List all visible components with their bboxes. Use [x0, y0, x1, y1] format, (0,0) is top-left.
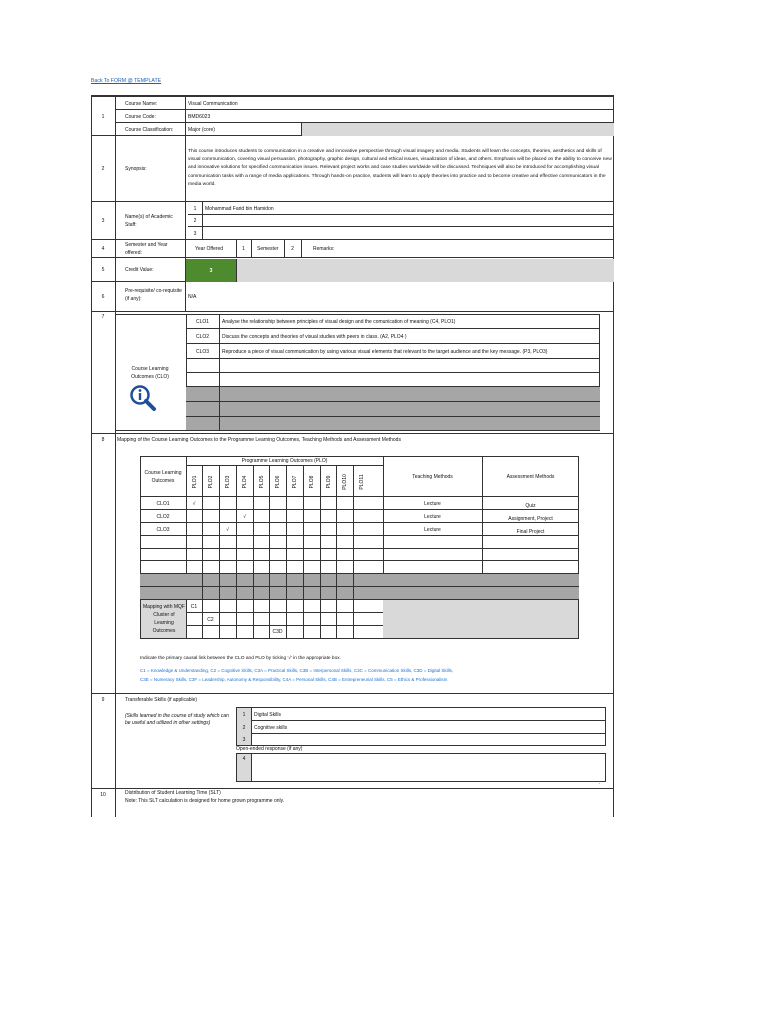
legend-line-1: C1 = Knowledge & Understanding, C2 = Cognitive Skills, C3A = Practical Skills, C3B = Interpersonal Skills, C3C = Communication Skills, C3D = Digital Skills,	[140, 668, 454, 673]
grid-divider	[269, 561, 270, 574]
grid-divider	[320, 626, 321, 639]
grid-divider	[286, 510, 287, 523]
grid-divider	[303, 523, 304, 536]
row-number: 8	[101, 437, 105, 443]
row-number: 5	[101, 267, 105, 273]
assessment-method: Quiz	[525, 502, 536, 509]
plo-label: PLO8	[309, 475, 315, 488]
grid-divider	[286, 523, 287, 536]
grid-divider	[303, 587, 304, 600]
plo-label: PLO1	[191, 475, 198, 488]
clo-row	[186, 359, 600, 373]
teaching-method: Lecture	[424, 526, 441, 533]
grid-divider	[236, 561, 237, 574]
grid-divider	[236, 626, 237, 639]
clo-text: Discuss the concepts and theories of visual studies with peers in class. (A2, PLO4 )	[222, 333, 407, 340]
clo-text: Analyse the relationship between principles of visual design and the comunication of meaning (C4, PLO1)	[222, 318, 456, 325]
grid-divider	[336, 561, 337, 574]
grid-divider	[253, 574, 254, 587]
grid-divider	[219, 626, 220, 639]
trailing-dot: .	[599, 780, 601, 786]
row-number: 1	[101, 113, 105, 120]
grid-divider	[253, 600, 254, 613]
grid-divider	[286, 626, 287, 639]
open-divider	[251, 754, 252, 781]
grid-divider	[336, 574, 337, 587]
grid-divider	[286, 549, 287, 561]
grid-divider	[353, 510, 354, 523]
grid-divider	[236, 574, 237, 587]
grid-divider	[353, 613, 354, 626]
year-value: 1	[242, 246, 245, 252]
grid-divider	[353, 536, 354, 549]
clo-header: Course Learning Outcomes	[144, 469, 182, 484]
skill-name: Digital Skills	[254, 711, 281, 718]
year-offered-label: Year Offered	[195, 246, 224, 252]
grid-divider	[320, 613, 321, 626]
mqf-filler	[383, 600, 578, 638]
assessment-header: Assessment Methods	[506, 473, 555, 480]
course-name-label: Course Name:	[125, 100, 158, 107]
skills-table	[236, 707, 606, 746]
row-number: 2	[101, 166, 105, 172]
grid-divider	[336, 497, 337, 510]
semester-label: Semester and Year offered:	[125, 242, 168, 256]
mapping-row-shaded	[140, 587, 579, 600]
mapping-table	[140, 456, 579, 639]
grid-divider	[286, 536, 287, 549]
credit-filler	[236, 259, 614, 282]
grid-divider	[253, 510, 254, 523]
row-number: 7	[101, 314, 105, 320]
remarks-label: Remarks:	[313, 246, 335, 252]
skill-name: Cognitive skills	[254, 724, 288, 731]
staff-name: Mohammad Farid bin Hamidon	[205, 205, 274, 212]
staff-number: 2	[193, 218, 197, 224]
grid-divider	[336, 549, 337, 561]
staff-table	[188, 202, 614, 240]
credit-value: 3	[186, 259, 236, 282]
grid-divider	[320, 497, 321, 510]
grid-divider	[353, 626, 354, 639]
transferable-label: Transferable Skills (if applicable)	[125, 697, 198, 703]
plo-tick: √	[226, 526, 229, 533]
plo-label: PLO2	[208, 475, 214, 488]
plo-label: PLO5	[258, 475, 265, 488]
slt-label: Distribution of Student Learning Time (SLT)	[125, 790, 221, 796]
grid-divider	[320, 561, 321, 574]
clo-code: CLO2	[195, 333, 210, 340]
mqf-c1: C1	[190, 603, 198, 610]
grid-divider	[219, 574, 220, 587]
grid-divider	[269, 523, 270, 536]
grid-divider	[253, 497, 254, 510]
grid-divider	[269, 510, 270, 523]
grid-divider	[219, 561, 220, 574]
grid-divider	[269, 600, 270, 613]
grid-divider	[353, 574, 354, 587]
grid-divider	[336, 510, 337, 523]
grid-divider	[202, 549, 203, 561]
grid-divider	[353, 587, 354, 600]
grid-divider	[303, 600, 304, 613]
grid-divider	[286, 600, 287, 613]
grid-divider	[336, 587, 337, 600]
skill-number: 1	[242, 711, 246, 718]
grid-divider	[336, 626, 337, 639]
mapping-title: Mapping of the Course Learning Outcomes to the Programme Learning Outcomes, Teaching Methods and Assessment Methods	[117, 437, 401, 443]
grid-divider	[219, 613, 220, 626]
grid-divider	[336, 536, 337, 549]
slt-note: Note: This SLT calculation is designed for home grown programme only.	[125, 798, 285, 804]
skill-row	[237, 708, 605, 721]
plo-label: PLO3	[225, 475, 231, 488]
grid-divider	[336, 523, 337, 536]
prerequisite-value: N/A	[188, 294, 197, 300]
mapping-clo: CLO2	[156, 513, 170, 520]
grid-divider	[236, 600, 237, 613]
plo-label: PLO11	[359, 473, 365, 490]
skill-number: 3	[242, 736, 246, 743]
grid-divider	[303, 536, 304, 549]
semester-text-label: Semester	[257, 246, 279, 252]
synopsis-label: Synopsis:	[125, 166, 147, 172]
course-code-value: BMD6023	[188, 113, 211, 120]
grid-divider	[219, 600, 220, 613]
grid-divider	[353, 600, 354, 613]
mqf-c3d: C3D	[272, 629, 283, 635]
clo-code: CLO3	[195, 348, 210, 355]
grid-divider	[320, 574, 321, 587]
label-divider	[185, 282, 186, 312]
staff-number: 3	[193, 230, 197, 237]
grid-divider	[320, 536, 321, 549]
grid-divider	[320, 587, 321, 600]
classification-filler	[301, 123, 614, 136]
legend-line-2: C3E = Numeracy Skills, C3F = Leadership, Autonomy & Responsibility, C4A = Personal Skills, C4B = Entrepreneurial Skills, C5 = Ethics & Professionalism	[140, 677, 448, 682]
mqf-label: Mapping with MQF Cluster of Learning Outcomes	[143, 604, 185, 634]
grid-divider	[303, 626, 304, 639]
course-code-label: Course Code:	[125, 113, 156, 120]
grid-divider	[269, 536, 270, 549]
plo-tick: √	[243, 513, 246, 520]
row-number: 6	[101, 294, 105, 300]
clo-code: CLO1	[195, 318, 210, 325]
grid-divider	[202, 523, 203, 536]
grid-divider	[219, 536, 220, 549]
row-number: 3	[101, 218, 105, 224]
classification-label: Course Classification:	[125, 126, 174, 133]
grid-divider	[320, 510, 321, 523]
open-ended-label: Open-ended response (if any)	[236, 746, 303, 752]
grid-divider	[353, 523, 354, 536]
grid-divider	[286, 574, 287, 587]
grid-divider	[202, 510, 203, 523]
grid-divider	[236, 587, 237, 600]
divider	[251, 240, 252, 258]
grid-divider	[320, 600, 321, 613]
grid-divider	[303, 549, 304, 561]
skill-row	[237, 721, 605, 734]
label-divider	[185, 240, 186, 258]
teaching-header: Teaching Methods	[412, 473, 453, 480]
grid-divider	[202, 497, 203, 510]
clo-label: Course Learning Outcomes (CLO)	[131, 366, 169, 380]
grid-divider	[286, 613, 287, 626]
row-number: 4	[101, 246, 105, 252]
clo-code-divider	[219, 314, 220, 430]
staff-row	[188, 215, 614, 227]
clo-row-shaded	[186, 417, 600, 430]
plo-label: PLO10	[342, 473, 348, 490]
grid-divider	[202, 600, 203, 613]
clo-table	[186, 314, 600, 431]
back-to-form-link[interactable]: Back To FORM @ TEMPLATE	[91, 78, 162, 84]
grid-divider	[202, 626, 203, 639]
grid-divider	[303, 574, 304, 587]
row-number: 10	[100, 792, 106, 798]
mapping-clo: CLO3	[156, 526, 170, 533]
grid-divider	[303, 497, 304, 510]
staff-number: 1	[193, 205, 197, 212]
mapping-note: Indicate the primary causal link between the CLO and PLO by ticking '√' in the appropriate box.	[140, 656, 341, 661]
skill-number: 2	[242, 724, 246, 731]
grid-divider	[303, 510, 304, 523]
grid-divider	[236, 549, 237, 561]
clo-text: Reproduce a piece of visual communication by using various visual elements that relevant to the target audience and the key message. (P3, PLO3)	[222, 348, 548, 355]
credit-value-label: Credit Value:	[125, 267, 154, 273]
mapping-clo: CLO1	[156, 500, 170, 507]
grid-divider	[253, 536, 254, 549]
mapping-row	[140, 561, 579, 574]
grid-divider	[253, 626, 254, 639]
grid-divider	[353, 561, 354, 574]
grid-divider	[202, 574, 203, 587]
plo-label: PLO4	[242, 475, 248, 488]
plo-label: PLO7	[292, 475, 298, 488]
grid-divider	[236, 497, 237, 510]
magnifier-info-icon	[129, 384, 157, 412]
divider	[301, 240, 302, 258]
clo-row	[186, 373, 600, 387]
grid-divider	[219, 510, 220, 523]
header-line	[140, 456, 579, 497]
grid-divider	[219, 497, 220, 510]
grid-divider	[253, 561, 254, 574]
staff-number-divider	[202, 202, 203, 240]
plo-tick: √	[192, 500, 196, 507]
grid-divider	[269, 587, 270, 600]
semester-value: 2	[291, 246, 294, 252]
grid-divider	[269, 549, 270, 561]
skill-divider	[251, 708, 252, 745]
grid-divider	[253, 613, 254, 626]
mapping-row-shaded	[140, 574, 579, 587]
grid-divider	[286, 587, 287, 600]
grid-divider	[269, 497, 270, 510]
course-name-value: Visual Communication	[188, 100, 238, 107]
grid-divider	[202, 587, 203, 600]
grid-divider	[286, 561, 287, 574]
grid-divider	[320, 549, 321, 561]
synopsis-text: This course introduces students to communication in a creative and innovative perspective through visual imagery and media. Students will learn the concepts, theories, aesthetics and skills of visual communication, covering visual persuasion, photography, graphic design, cultural and ethical issues, visualization of ideas, and others. Emphasis will be placed on the ability to conceive new and innovative solutions for specified communication issues. Relevant project works and case studies worldwide will be discussed. Techniques will also be introduced for accomplishing visual communication tasks with a range of media applications. Through hands-on practice, students will learn to apply theories into practice and to become creative and effective communicators in the media world.	[188, 149, 612, 187]
grid-divider	[353, 549, 354, 561]
label-divider	[185, 202, 186, 240]
grid-divider	[303, 561, 304, 574]
grid-divider	[219, 587, 220, 600]
grid-divider	[236, 536, 237, 549]
grid-divider	[336, 600, 337, 613]
assessment-method: Final Project	[516, 528, 545, 535]
transferable-sub: (Skills learned in the course of study which can be useful and utilized in other settings)	[125, 713, 229, 726]
classification-value: Major (core)	[188, 126, 215, 133]
grid-divider	[202, 561, 203, 574]
grid-divider	[236, 523, 237, 536]
grid-divider	[253, 587, 254, 600]
grid-divider	[269, 613, 270, 626]
plo-label: PLO6	[275, 475, 281, 488]
prerequisite-label: Pre-requisite/ co-requisite (if any):	[125, 288, 182, 302]
mapping-row	[140, 549, 579, 561]
grid-divider	[303, 613, 304, 626]
grid-divider	[236, 613, 237, 626]
grid-divider	[320, 523, 321, 536]
clo-row-shaded	[186, 387, 600, 402]
grid-divider	[253, 523, 254, 536]
label-divider	[185, 136, 186, 202]
grid-divider	[202, 536, 203, 549]
open-ended-box[interactable]	[236, 753, 606, 782]
grid-divider	[353, 497, 354, 510]
academic-staff-label: Name(s) of Academic Staff:	[125, 214, 173, 228]
plo-header: Programme Learning Outcomes (PLO)	[186, 456, 383, 466]
grid-divider	[336, 613, 337, 626]
grid-divider	[253, 549, 254, 561]
assessment-method: Assignment, Project	[508, 515, 553, 522]
grid-divider	[269, 574, 270, 587]
grid-divider	[286, 497, 287, 510]
clo-row-shaded	[186, 402, 600, 417]
teaching-method: Lecture	[424, 513, 441, 520]
open-number: 4	[242, 756, 246, 762]
plo-label: PLO9	[325, 475, 332, 488]
row-number: 9	[101, 697, 105, 703]
grid-divider	[219, 549, 220, 561]
teaching-method: Lecture	[424, 500, 441, 507]
mqf-c2: C2	[207, 616, 214, 623]
